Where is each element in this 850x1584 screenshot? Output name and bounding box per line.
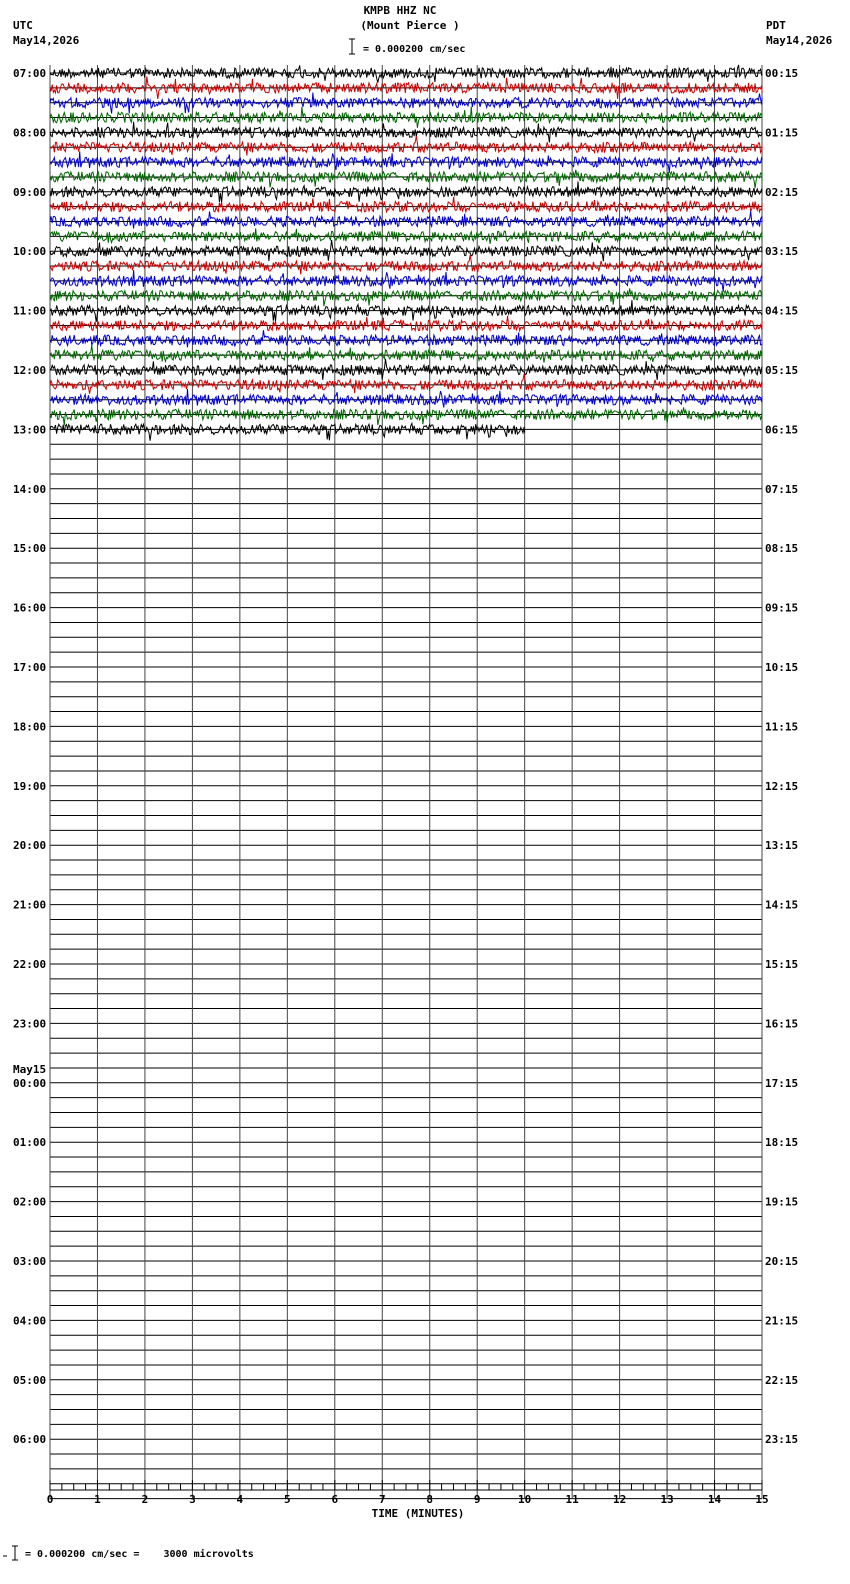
x-axis-title: TIME (MINUTES) <box>371 1507 465 1520</box>
scale-label: = 0.000200 cm/sec <box>363 44 466 55</box>
seismic-trace <box>50 389 762 408</box>
x-tick-label: 0 <box>46 1493 54 1506</box>
x-tick-label: 1 <box>94 1493 101 1506</box>
footer-scale-note: = 0.000200 cm/sec = 3000 microvolts <box>25 1549 254 1560</box>
pdt-hour-label: 21:15 <box>765 1314 799 1328</box>
seismic-trace <box>50 330 762 347</box>
pdt-hour-label: 20:15 <box>765 1255 799 1268</box>
x-tick-label: 10 <box>518 1493 532 1506</box>
utc-hour-label: 17:00 <box>13 661 47 674</box>
x-tick-label: 5 <box>284 1493 291 1506</box>
x-tick-label: 13 <box>660 1493 674 1506</box>
x-tick-label: 11 <box>565 1493 579 1506</box>
utc-hour-label: 23:00 <box>13 1017 47 1031</box>
utc-hour-label: 09:00 <box>13 185 47 199</box>
seismic-trace <box>50 211 762 228</box>
utc-hour-label: 08:00 <box>13 126 47 140</box>
utc-hour-label: 05:00 <box>13 1373 47 1387</box>
pdt-hour-label: 05:15 <box>765 364 799 377</box>
x-tick-label: 2 <box>141 1493 149 1506</box>
station-title: KMPB HHZ NC <box>363 4 437 17</box>
utc-hour-label: 02:00 <box>13 1195 47 1209</box>
seismic-trace <box>50 316 762 331</box>
utc-hour-label: 10:00 <box>13 245 47 259</box>
seismic-trace <box>50 255 762 274</box>
seismic-trace <box>50 374 762 394</box>
x-tick-label: 12 <box>612 1493 627 1506</box>
pdt-hour-label: 09:15 <box>765 601 799 615</box>
pdt-hour-label: 17:15 <box>765 1076 799 1090</box>
pdt-hour-label: 14:15 <box>765 898 799 912</box>
utc-hour-label: 07:00 <box>13 67 47 80</box>
date-change-label: May15 <box>13 1062 47 1076</box>
left-timezone: UTC <box>13 19 33 32</box>
pdt-hour-label: 11:15 <box>765 720 799 734</box>
pdt-hour-label: 16:15 <box>765 1017 799 1031</box>
x-tick-label: 7 <box>378 1493 386 1506</box>
utc-hour-label: 03:00 <box>13 1255 47 1268</box>
utc-hour-label: 14:00 <box>13 482 47 496</box>
pdt-hour-label: 04:15 <box>765 304 799 318</box>
seismic-trace <box>50 65 762 83</box>
pdt-hour-label: 19:15 <box>765 1195 799 1209</box>
pdt-hour-label: 23:15 <box>765 1433 799 1447</box>
utc-hour-label: 01:00 <box>13 1136 47 1150</box>
seismic-trace <box>50 170 762 189</box>
x-tick-label: 14 <box>707 1493 722 1506</box>
utc-hour-label: 11:00 <box>13 304 47 318</box>
seismic-trace <box>50 240 762 261</box>
pdt-hour-label: 22:15 <box>765 1373 799 1387</box>
pdt-hour-label: 13:15 <box>765 839 799 853</box>
seismic-trace <box>50 136 762 155</box>
utc-hour-label: 06:00 <box>13 1433 47 1447</box>
time-axis <box>47 1480 769 1520</box>
utc-hour-label: 12:00 <box>13 364 47 377</box>
right-timezone: PDT <box>766 19 786 32</box>
pdt-hour-label: 02:15 <box>765 185 799 199</box>
pdt-hour-label: 01:15 <box>765 126 799 140</box>
x-tick-label: 6 <box>331 1493 339 1506</box>
utc-hour-label: 22:00 <box>13 958 47 971</box>
pdt-hour-label: 15:15 <box>765 958 799 971</box>
pdt-hour-label: 00:15 <box>765 67 799 80</box>
x-tick-label: 15 <box>755 1493 769 1506</box>
utc-hour-label: 13:00 <box>13 423 47 437</box>
x-tick-label: 3 <box>189 1493 196 1506</box>
footer-scale-bar-icon <box>3 1546 18 1560</box>
pdt-hour-label: 07:15 <box>765 482 799 496</box>
seismic-trace <box>50 197 762 212</box>
utc-hour-label: 20:00 <box>13 839 47 853</box>
utc-hour-label: 15:00 <box>13 542 47 556</box>
pdt-hour-label: 12:15 <box>765 779 799 793</box>
pdt-hour-label: 06:15 <box>765 423 799 437</box>
utc-hour-label: 18:00 <box>13 720 47 734</box>
utc-hour-label: 21:00 <box>13 898 47 912</box>
seismic-trace <box>50 359 762 380</box>
utc-hour-label: 19:00 <box>13 779 47 793</box>
utc-hour-label: 00:00 <box>13 1076 47 1090</box>
pdt-hour-label: 10:15 <box>765 661 799 674</box>
left-date: May14,2026 <box>13 34 80 47</box>
pdt-hour-label: 03:15 <box>765 245 799 259</box>
seismic-trace <box>50 345 762 363</box>
x-tick-label: 8 <box>426 1493 434 1506</box>
grid-lines <box>50 65 762 1499</box>
seismic-trace <box>50 407 762 425</box>
station-location: (Mount Pierce ) <box>360 19 460 32</box>
pdt-hour-label: 08:15 <box>765 542 799 556</box>
x-tick-label: 9 <box>473 1493 481 1506</box>
seismic-trace <box>50 289 762 307</box>
utc-hour-label: 04:00 <box>13 1314 47 1328</box>
x-tick-label: 4 <box>236 1493 244 1506</box>
scale-bar-icon <box>349 39 355 54</box>
pdt-hour-label: 18:15 <box>765 1136 799 1150</box>
right-date: May14,2026 <box>766 34 833 47</box>
utc-hour-label: 16:00 <box>13 601 47 615</box>
seismic-traces <box>50 65 762 441</box>
